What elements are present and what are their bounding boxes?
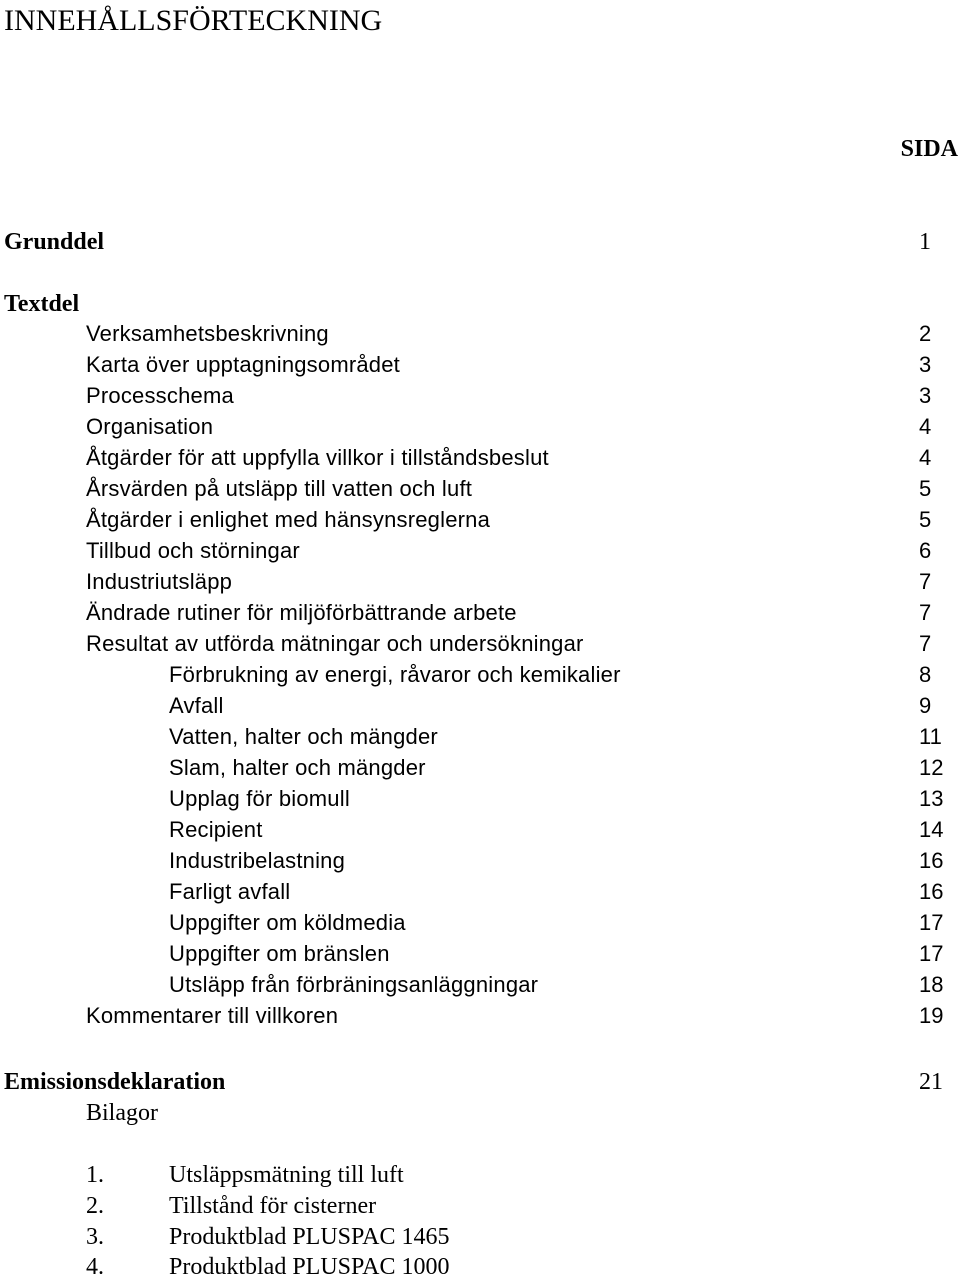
page-column-header: SIDA [900, 136, 958, 162]
toc-subentry: Uppgifter om bränslen [169, 941, 390, 966]
list-item: Utsläppsmätning till luft [169, 1162, 404, 1188]
toc-subentry: Farligt avfall [169, 879, 291, 904]
toc-subentry: Uppgifter om köldmedia [169, 910, 406, 935]
toc-page-number: 14 [919, 817, 944, 842]
toc-subentry: Industribelastning [169, 848, 346, 873]
toc-page-number: 7 [919, 569, 932, 594]
list-item: Produktblad PLUSPAC 1000 [169, 1254, 450, 1280]
toc-page-number: 16 [919, 848, 944, 873]
section-grunddel-page: 1 [919, 229, 931, 255]
toc-entry: Årsvärden på utsläpp till vatten och luft [86, 476, 473, 501]
list-item-number: 2. [86, 1193, 104, 1219]
toc-entry: Karta över upptagningsområdet [86, 352, 400, 377]
toc-page-number: 2 [919, 321, 932, 346]
list-item: Tillstånd för cisterner [169, 1193, 377, 1219]
toc-page-number: 7 [919, 600, 932, 625]
toc-entry: Åtgärder i enlighet med hänsynsreglerna [86, 507, 491, 532]
toc-subentry: Recipient [169, 817, 263, 842]
toc-page-number: 17 [919, 910, 944, 935]
toc-page-number: 17 [919, 941, 944, 966]
toc-page-number: 19 [919, 1003, 944, 1028]
toc-page-number: 3 [919, 383, 932, 408]
list-item-number: 3. [86, 1224, 104, 1250]
toc-subentry: Upplag för biomull [169, 786, 350, 811]
toc-subentry: Slam, halter och mängder [169, 755, 426, 780]
page-title: INNEHÅLLSFÖRTECKNING [4, 4, 383, 37]
toc-page-number: 11 [919, 724, 942, 749]
toc-page-number: 6 [919, 538, 932, 563]
list-item: Produktblad PLUSPAC 1465 [169, 1224, 450, 1250]
toc-page-number: 4 [919, 414, 932, 439]
toc-page-number: 4 [919, 445, 932, 470]
toc-page-number: 16 [919, 879, 944, 904]
toc-subentry: Utsläpp från förbräningsanläggningar [169, 972, 539, 997]
toc-entry: Tillbud och störningar [86, 538, 300, 563]
toc-page-number: 8 [919, 662, 932, 687]
section-bilagor: Bilagor [86, 1100, 158, 1126]
list-item-number: 1. [86, 1162, 104, 1188]
toc-page-number: 5 [919, 476, 932, 501]
section-textdel: Textdel [4, 291, 80, 317]
toc-subentry: Vatten, halter och mängder [169, 724, 438, 749]
toc-page-number: 18 [919, 972, 944, 997]
toc-entry: Kommentarer till villkoren [86, 1003, 339, 1028]
toc-page-number: 12 [919, 755, 944, 780]
toc-entry: Processchema [86, 383, 234, 408]
section-emissionsdeklaration: Emissionsdeklaration [4, 1069, 226, 1095]
toc-entry: Organisation [86, 414, 214, 439]
toc-subentry: Förbrukning av energi, råvaror och kemikalier [169, 662, 621, 687]
toc-page-number: 9 [919, 693, 932, 718]
toc-entry: Resultat av utförda mätningar och undersökningar [86, 631, 584, 656]
toc-page-number: 3 [919, 352, 932, 377]
section-grunddel: Grunddel [4, 229, 105, 255]
toc-entry: Ändrade rutiner för miljöförbättrande arbete [86, 600, 517, 625]
toc-page-number: 13 [919, 786, 944, 811]
toc-entry: Åtgärder för att uppfylla villkor i tillståndsbeslut [86, 445, 549, 470]
toc-subentry: Avfall [169, 693, 224, 718]
list-item-number: 4. [86, 1254, 104, 1280]
toc-entry: Industriutsläpp [86, 569, 233, 594]
section-emissionsdeklaration-page: 21 [919, 1069, 943, 1095]
toc-page-number: 5 [919, 507, 932, 532]
toc-entry: Verksamhetsbeskrivning [86, 321, 329, 346]
toc-page-number: 7 [919, 631, 932, 656]
